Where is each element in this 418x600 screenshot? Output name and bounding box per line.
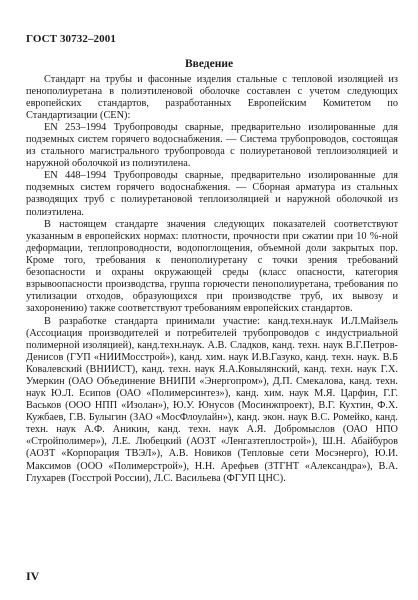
- document-header: ГОСТ 30732–2001: [26, 33, 116, 45]
- paragraph-intro: Стандарт на трубы и фасонные изделия стальные с тепловой изоляцией из пенополиуретана в полиэтиленовой оболочке составлен с учетом следующих европейских стандартов, разработанных Европейским Комитетом по Стандартизации (CEN):: [26, 74, 398, 122]
- paragraph-indicators: В настоящем стандарте значения следующих показателей соответствуют указанным в европейских нормах: плотности, прочности при сжатии при 10 %-ной деформации, теплопроводности, водопоглощения, объемной доли закрытых пор. Кроме того, требования к пенополиуретану с точки зрения требований безопасности и охраны окружающей среды (класс опасности, категория взрывоопасности производства, группа горючести пенополиуретана, требования по утилизации отходов, образующихся при производстве труб, их вывозу и захоронению) также соответствуют требованиям европейских стандартов.: [26, 218, 398, 314]
- paragraph-en-448: EN 448–1994 Трубопроводы сварные, предварительно изолированные для подземных систем горячего водоснабжения. — Сборная арматура из стальных разводящих труб с полиуретановой теплоизоляцией и наружной оболочкой из полиэтилена.: [26, 170, 398, 218]
- paragraph-contributors: В разработке стандарта принимали участие: канд.техн.наук И.Л.Майзель (Ассоциация производителей и потребителей трубопроводов с индустриальной полимерной изоляцией), канд.техн.наук. А.В. Сладков, канд. техн. наук В.Г.Петров-Денисов (ГУП «НИИМосстрой»), канд. хим. наук И.В.Газуко, канд. техн. наук. В.Б Ковалевский (ВНИИСТ), канд. техн. наук Я.А.Ковылянский, канд. техн. наук Г.Х. Умеркин (ОАО Объединение ВНИПИ «Энергопром»), Д.П. Смекалова, канд. техн. наук Ю.Л. Есипов (ОАО «Полимерсинтез»), канд. хим. наук М.Я. Царфин, Г.Г. Васьков (ООО НПП «Изолан»), Ю.У. Юнусов (Мосинжпроект), В.Г. Кухтин, Ф.Х. Кужбаев, Г.В. Булыгин (ЗАО «МосФлоулайн»), канд. экон. наук В.С. Ромейко, канд. техн. наук А.Ф. Аникин, канд. техн. наук А.Я. Добромыслов (ОАО НПО «Стройполимер»), Л.Е. Любецкий (АОЗТ «Ленгазтеплострой»), Ш.Н. Абайбуров (АОЗТ «Корпорация ТВЭЛ»), А.В. Новиков (Тепловые сети Мосэнерго), Ю.И. Максимов (ООО «Полимерстрой»), Н.Н. Арефьев (ЗТГНТ «Александра»), В.А. Глухарев (Госстрой России), Л.С. Васильева (ФГУП ЦНС).: [26, 315, 398, 484]
- section-title: Введение: [184, 58, 234, 70]
- paragraph-en-253: EN 253–1994 Трубопроводы сварные, предварительно изолированные для подземных систем горячего водоснабжения. — Система трубопроводов, состоящая из стального магистрального трубопровода с полиуретановой теплоизоляцией и наружной оболочкой из полиэтилена.: [26, 122, 398, 170]
- document-body: [26, 74, 398, 485]
- page-number: IV: [26, 569, 40, 583]
